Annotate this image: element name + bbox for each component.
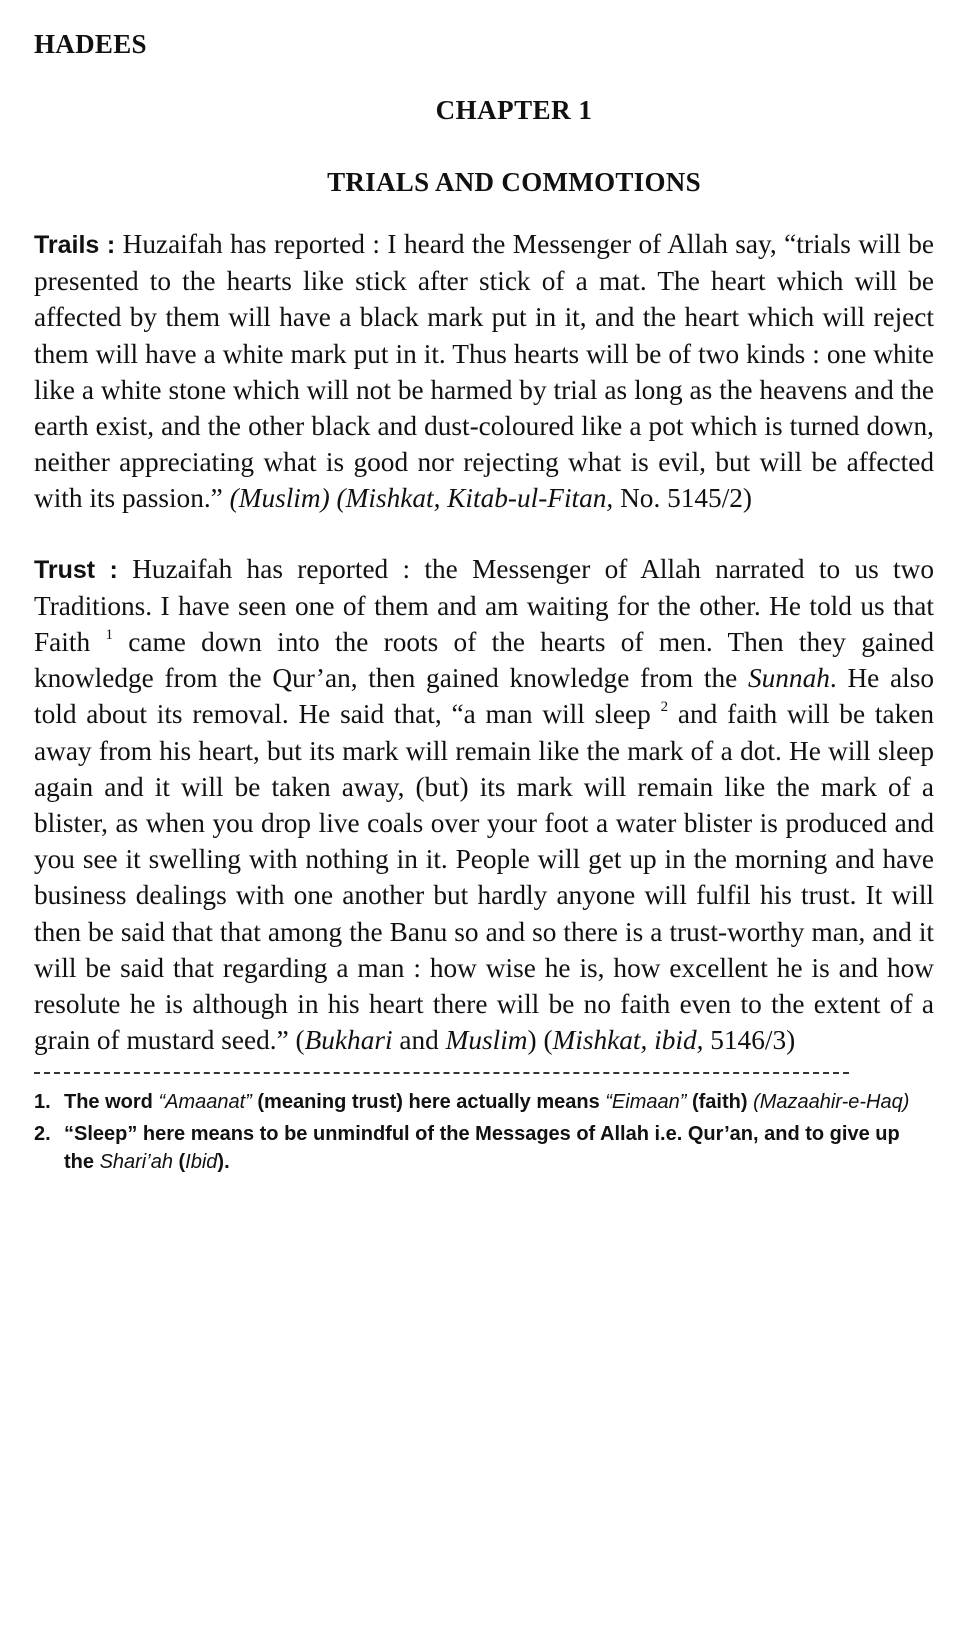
chapter-title: TRIALS AND COMMOTIONS — [327, 167, 701, 197]
paragraph-text: and faith will be taken away from his heart, but its mark will remain like the mark of a dot. He will sleep again and it will be taken away, (but) its mark will remain like the mark of a blister, as when you drop live coals over your foot a water blister is produced and you see it swelling with nothing in it. People will get up in the morning and have business dealings with one another but hardly anyone will fulfil his trust. It will then be said that that among the Banu so and so there is a trust-worthy man, and it will be said that regarding a man : how wise he is, how excellent he is and how resolute he is although in his heart there will be no faith even to the extent of a grain of mustard seed.” ( — [34, 699, 935, 1056]
footnote-segment: ). — [217, 1151, 230, 1174]
paragraph-text: Huzaifah has reported : the Messenger of Allah narrated to us two Traditions. I have seen one of them and am waiting for the other. He told us that Faith — [34, 553, 934, 658]
paragraph-trust — [34, 551, 934, 1059]
paragraph-text: ) ( — [527, 1025, 553, 1056]
footnote-text — [64, 1120, 924, 1176]
document-page — [34, 24, 934, 1180]
citation: Mishkat, ibid, — [552, 1025, 704, 1056]
footnote-segment: Ibid — [185, 1151, 218, 1174]
footnote-segment: (Mazaahir-e-Haq) — [753, 1091, 910, 1114]
paragraph-text: 5146/3) — [703, 1025, 796, 1056]
citation: (Mishkat, Kitab-ul-Fitan, — [336, 483, 614, 514]
footnote-ref[interactable]: 1 — [105, 627, 113, 644]
footnote-ref[interactable]: 2 — [660, 699, 669, 716]
paragraph-lead: Trust : — [34, 555, 118, 584]
paragraph-text: came down into the roots of the hearts of men. Then they gained knowledge from the Qur’an, then gained knowledge from the — [34, 627, 934, 694]
footnote-item — [34, 1088, 934, 1116]
footnote-segment: “Eimaan” — [605, 1091, 687, 1114]
footnote-number: 2. — [34, 1123, 51, 1146]
paragraph-text: and — [392, 1025, 446, 1056]
footnote-segment: The word — [64, 1091, 159, 1114]
paragraph-text: Huzaifah has reported : I heard the Messenger of Allah say, “trials will be presented to the hearts like stick after stick of a mat. The heart which will be affected by them will have a black mark put in it, and the heart which will reject them will have a white mark put in it. Thus hearts will be of two kinds : one white like a white stone which will not be harmed by trial as long as the heavens and the earth exist, and the other black and dust-coloured like a pot which is turned down, neither appreciating what is good nor rejecting what is evil, but will be affected with its passion.” — [34, 229, 934, 514]
footnotes — [34, 1088, 934, 1176]
footnote-segment: “Amaanat” — [158, 1091, 252, 1114]
footnote-segment: Shari’ah — [99, 1151, 173, 1174]
footnote-item — [34, 1120, 934, 1176]
paragraph-trails — [34, 226, 934, 517]
footnote-segment: “Sleep” here means to be unmindful of the Messages of Allah i.e. Qur’an, and to give up the — [64, 1123, 900, 1174]
citation: Muslim — [445, 1025, 528, 1056]
paragraph-text: . He also told about its removal. He said that, “a man will sleep — [34, 663, 934, 730]
footnote-segment: ( — [172, 1151, 186, 1174]
citation: Bukhari — [304, 1025, 393, 1056]
footnote-divider — [34, 1072, 849, 1074]
paragraph-text: No. 5145/2) — [613, 483, 753, 514]
paragraph-text — [330, 483, 337, 513]
chapter-heading: CHAPTER 1 — [435, 95, 593, 125]
paragraph-lead: Trails : — [34, 231, 116, 259]
footnote-segment: (meaning trust) here actually means — [251, 1091, 606, 1114]
italic-term: Sunnah — [747, 663, 830, 694]
footnote-number: 1. — [34, 1091, 51, 1114]
citation: (Muslim) — [229, 483, 330, 514]
footnote-segment: (faith) — [686, 1091, 754, 1114]
running-head: HADEES — [34, 29, 147, 59]
footnote-text — [64, 1088, 924, 1116]
